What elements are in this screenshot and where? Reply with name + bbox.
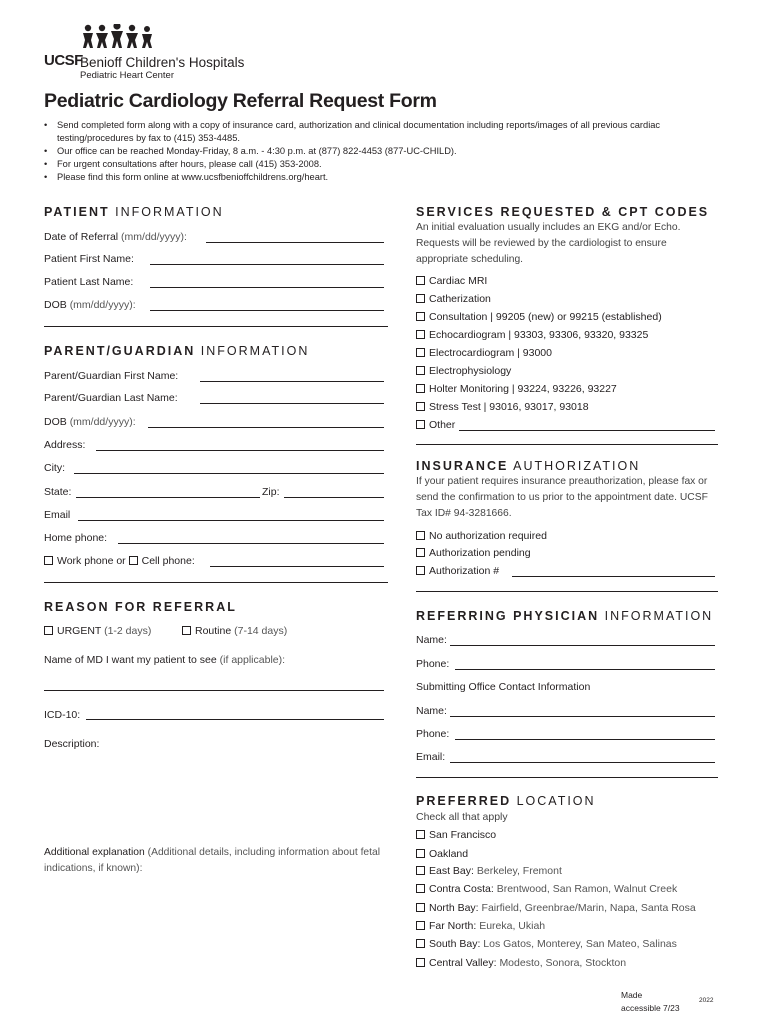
work-cell-phone-field[interactable] xyxy=(210,566,384,567)
patient-last-name-label: Patient Last Name: xyxy=(44,276,134,288)
authorization-number-option[interactable]: Authorization # xyxy=(416,565,499,577)
checkbox[interactable] xyxy=(416,348,425,357)
office-phone-label: Phone: xyxy=(416,728,450,740)
city-field[interactable] xyxy=(74,473,384,474)
checkbox[interactable] xyxy=(416,548,425,557)
parent-dob-field[interactable] xyxy=(148,427,384,428)
icd-label: ICD-10: xyxy=(44,709,81,721)
patient-first-name-field[interactable] xyxy=(150,264,384,265)
instructions-list xyxy=(44,119,724,184)
checkbox[interactable] xyxy=(416,849,425,858)
work-phone-checkbox[interactable] xyxy=(44,556,53,565)
insurance-heading: INSURANCE AUTHORIZATION xyxy=(416,459,641,473)
ucsf-logo: UCSF xyxy=(44,52,83,69)
patient-first-name-label: Patient First Name: xyxy=(44,253,134,265)
routine-checkbox[interactable] xyxy=(182,626,191,635)
section-divider xyxy=(416,591,718,592)
parent-first-name-label: Parent/Guardian First Name: xyxy=(44,370,179,382)
city-label: City: xyxy=(44,462,65,474)
email-label: Email xyxy=(44,509,71,521)
service-electrophysiology[interactable]: Electrophysiology xyxy=(416,365,511,377)
accessible-note-line2: accessible 7/23 xyxy=(621,1003,680,1013)
parent-last-name-label: Parent/Guardian Last Name: xyxy=(44,392,178,404)
service-stress-test[interactable]: Stress Test | 93016, 93017, 93018 xyxy=(416,401,589,413)
parent-last-name-field[interactable] xyxy=(200,403,384,404)
referral-date-field[interactable] xyxy=(206,242,384,243)
physician-name-label: Name: xyxy=(416,634,447,646)
location-central-valley[interactable]: Central Valley: Modesto, Sonora, Stockton xyxy=(416,957,626,969)
location-san-francisco[interactable]: San Francisco xyxy=(416,829,496,841)
service-electrocardiogram[interactable]: Electrocardiogram | 93000 xyxy=(416,347,552,359)
location-east-bay[interactable]: East Bay: Berkeley, Fremont xyxy=(416,865,562,877)
insurance-intro: If your patient requires insurance preauthorization, please fax or send the confirmation to us prior to the appointment date. UCSF Tax ID# 94-3281666. xyxy=(416,476,708,519)
service-holter[interactable]: Holter Monitoring | 93224, 93226, 93227 xyxy=(416,383,617,395)
checkbox[interactable] xyxy=(416,566,425,575)
parent-dob-label: DOB (mm/dd/yyyy): xyxy=(44,416,136,428)
checkbox[interactable] xyxy=(416,830,425,839)
checkbox[interactable] xyxy=(416,330,425,339)
patient-last-name-field[interactable] xyxy=(150,287,384,288)
section-divider xyxy=(416,444,718,445)
checkbox[interactable] xyxy=(416,921,425,930)
checkbox[interactable] xyxy=(416,420,425,429)
service-consultation[interactable]: Consultation | 99205 (new) or 99215 (established) xyxy=(416,311,662,323)
org-name: Benioff Children's Hospitals xyxy=(80,55,245,70)
home-phone-label: Home phone: xyxy=(44,532,108,544)
office-name-label: Name: xyxy=(416,705,447,717)
checkbox[interactable] xyxy=(416,384,425,393)
checkbox[interactable] xyxy=(416,866,425,875)
instruction-item: • Our office can be reached Monday-Friday, 8 a.m. - 4:30 p.m. at (877) 822-4453 (877-UC-CHILD). xyxy=(44,145,724,158)
accessible-note-line1: Made xyxy=(621,990,643,1000)
cell-phone-checkbox[interactable] xyxy=(129,556,138,565)
checkbox[interactable] xyxy=(416,294,425,303)
parent-heading: PARENT/GUARDIAN INFORMATION xyxy=(44,344,310,358)
office-email-field[interactable] xyxy=(450,762,715,763)
checkbox[interactable] xyxy=(416,312,425,321)
patient-dob-label: DOB (mm/dd/yyyy): xyxy=(44,299,136,311)
services-intro: An initial evaluation usually includes an EKG and/or Echo. Requests will be reviewed by the cardiologist to ensure appropriate scheduling. xyxy=(416,222,681,265)
checkbox[interactable] xyxy=(416,531,425,540)
office-name-field[interactable] xyxy=(450,716,715,717)
location-hint: Check all that apply xyxy=(416,811,508,823)
office-contact-heading: Submitting Office Contact Information xyxy=(416,681,591,693)
parent-first-name-field[interactable] xyxy=(200,381,384,382)
instruction-item: • For urgent consultations after hours, please call (415) 353-2008. xyxy=(44,158,724,171)
checkbox[interactable] xyxy=(416,402,425,411)
state-label: State: xyxy=(44,486,72,498)
children-logo-icon xyxy=(80,24,160,50)
office-email-label: Email: xyxy=(416,751,446,763)
location-far-north[interactable]: Far North: Eureka, Ukiah xyxy=(416,920,545,932)
service-cardiac-mri[interactable]: Cardiac MRI xyxy=(416,275,487,287)
physician-heading: REFERRING PHYSICIAN INFORMATION xyxy=(416,609,714,623)
patient-heading: PATIENT INFORMATION xyxy=(44,205,224,219)
urgent-checkbox[interactable] xyxy=(44,626,53,635)
other-service-field[interactable] xyxy=(459,430,715,431)
icd-field[interactable] xyxy=(86,719,384,720)
checkbox[interactable] xyxy=(416,939,425,948)
reason-heading: REASON FOR REFERRAL xyxy=(44,600,237,614)
md-name-field[interactable] xyxy=(44,690,384,691)
address-label: Address: xyxy=(44,439,86,451)
state-field[interactable] xyxy=(76,497,260,498)
section-divider xyxy=(416,777,718,778)
year-code: 2022 xyxy=(699,997,714,1004)
physician-phone-label: Phone: xyxy=(416,658,450,670)
services-heading: SERVICES REQUESTED & CPT CODES xyxy=(416,205,710,219)
home-phone-field[interactable] xyxy=(118,543,384,544)
authorization-pending-option[interactable]: Authorization pending xyxy=(416,547,531,559)
form-title: Pediatric Cardiology Referral Request Form xyxy=(44,90,437,112)
checkbox[interactable] xyxy=(416,958,425,967)
location-south-bay[interactable]: South Bay: Los Gatos, Monterey, San Mateo, Salinas xyxy=(416,938,677,950)
checkbox[interactable] xyxy=(416,884,425,893)
service-echocardiogram[interactable]: Echocardiogram | 93303, 93306, 93320, 93325 xyxy=(416,329,648,341)
location-contra-costa[interactable]: Contra Costa: Brentwood, San Ramon, Walnut Creek xyxy=(416,883,677,895)
location-heading: PREFERRED LOCATION xyxy=(416,794,596,808)
description-label: Description: xyxy=(44,738,100,750)
location-oakland[interactable]: Oakland xyxy=(416,848,468,860)
service-catherization[interactable]: Catherization xyxy=(416,293,491,305)
additional-explanation-label: Additional explanation (Additional details, including information about fetal indications, if known): xyxy=(44,847,381,874)
service-other[interactable]: Other xyxy=(416,419,455,431)
checkbox[interactable] xyxy=(416,366,425,375)
email-field[interactable] xyxy=(78,520,384,521)
zip-label: Zip: xyxy=(262,486,280,498)
urgent-option[interactable]: URGENT (1-2 days) xyxy=(44,625,151,637)
instruction-item: • Send completed form along with a copy of insurance card, authorization and clinical documentation including reports/images of all previous cardiac testing/procedures by fax to (415) 353-4485. xyxy=(44,119,724,145)
checkbox[interactable] xyxy=(416,276,425,285)
md-label: Name of MD I want my patient to see (if applicable): xyxy=(44,654,286,666)
physician-phone-field[interactable] xyxy=(455,669,715,670)
referral-date-label: Date of Referral (mm/dd/yyyy): xyxy=(44,231,187,243)
physician-name-field[interactable] xyxy=(450,645,715,646)
instruction-item: • Please find this form online at www.ucsfbenioffchildrens.org/heart. xyxy=(44,171,724,184)
address-field[interactable] xyxy=(96,450,384,451)
routine-option[interactable]: Routine (7-14 days) xyxy=(182,625,287,637)
work-cell-phone-label: Work phone or Cell phone: xyxy=(44,555,195,567)
patient-dob-field[interactable] xyxy=(150,310,384,311)
section-divider xyxy=(44,326,388,327)
office-phone-field[interactable] xyxy=(455,739,715,740)
no-authorization-option[interactable]: No authorization required xyxy=(416,530,547,542)
center-name: Pediatric Heart Center xyxy=(80,70,174,81)
zip-field[interactable] xyxy=(284,497,384,498)
location-north-bay[interactable]: North Bay: Fairfield, Greenbrae/Marin, Napa, Santa Rosa xyxy=(416,902,696,914)
section-divider xyxy=(44,582,388,583)
authorization-number-field[interactable] xyxy=(512,576,715,577)
checkbox[interactable] xyxy=(416,903,425,912)
